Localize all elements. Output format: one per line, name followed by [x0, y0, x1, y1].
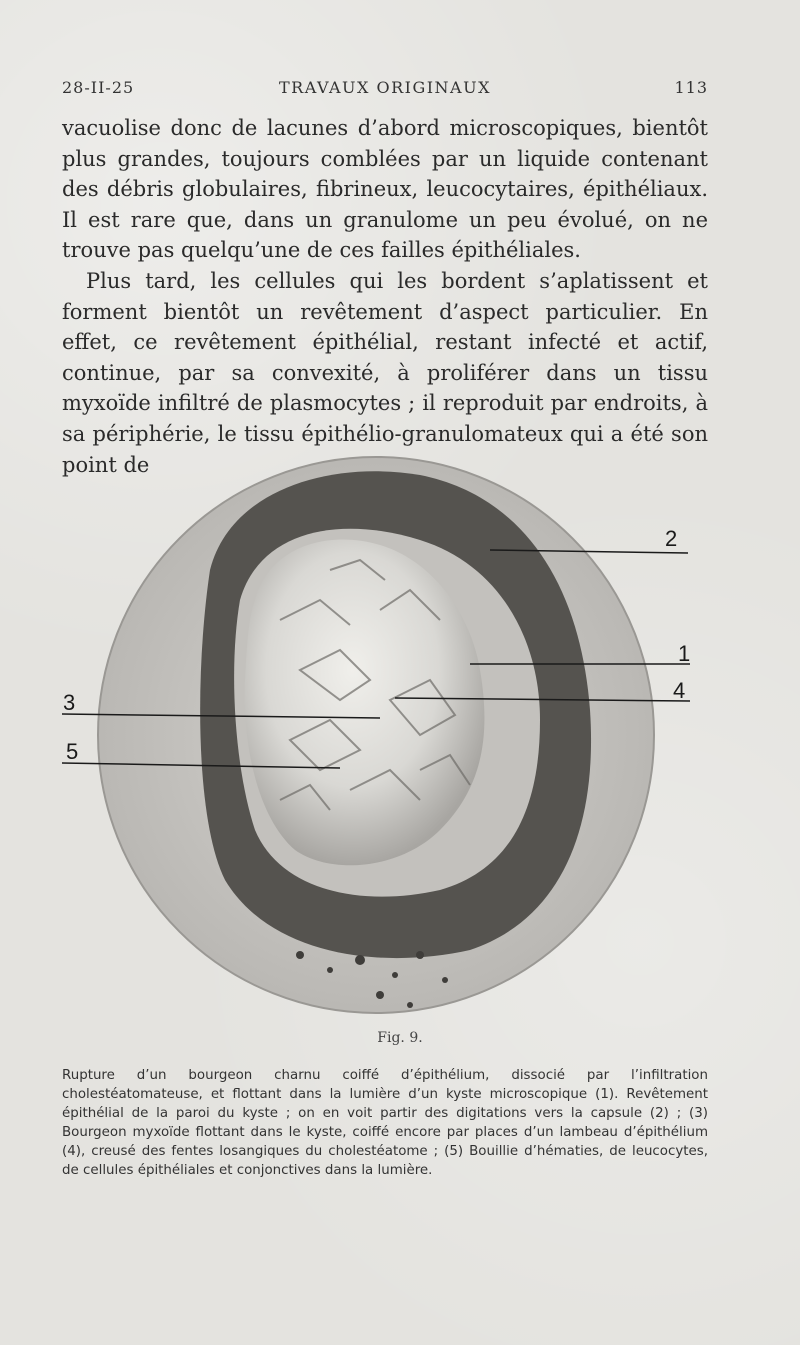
figure-marker-4: 4 [673, 678, 686, 703]
figure-caption: Rupture d’un bourgeon charnu coiffé d’épithélium, dissocié par l’infiltration cholestéatomateuse, et flottant dans la lumière d’un kyste microscopique (1). Revêtement épithélial de la paroi du kyste ; on en voit partir des digitations vers la capsule (2) ; (3) Bourgeon myxoïde flottant dans le kyste, coiffé encore par places d’un lambeau d’épithélium (4), creusé des fentes losangiques du cholestéatome ; (5) Bouillie d’hématies, de leucocytes, de cellules épithéliales et conjonctives dans la lumière. [62, 1068, 708, 1178]
header-title: TRAVAUX ORIGINAUX [279, 78, 491, 97]
figure-marker-5: 5 [66, 739, 79, 764]
figure-marker-3: 3 [63, 690, 76, 715]
figure-marker-1: 1 [678, 641, 691, 666]
header-date: 28-II-25 [62, 78, 135, 97]
figure-9 [0, 450, 800, 1030]
body-text [62, 113, 708, 480]
figure-label: Fig. 9. [377, 1030, 423, 1046]
running-header [62, 78, 708, 104]
figure-marker-2: 2 [665, 526, 678, 551]
micrograph-figure [0, 450, 800, 1030]
page-number: 113 [674, 78, 708, 97]
paragraph-2: Plus tard, les cellules qui les bordent s’aplatissent et forment bientôt un revêtement d’aspect particulier. En effet, ce revêtement épithélial, restant infecté et actif, continue, par sa convexité, à proliférer dans un tissu myxoïde infiltré de plasmocytes ; il reproduit par endroits, à sa périphérie, le tissu épithélio-granulomateux qui a été son point de [62, 268, 708, 477]
paragraph-1: vacuolise donc de lacunes d’abord microscopiques, bientôt plus grandes, toujours comblées par un liquide contenant des débris globulaires, fibrineux, leucocytaires, épithéliaux. Il est rare que, dans un granulome un peu évolué, on ne trouve pas quelqu’une de ces failles épithéliales. [62, 116, 708, 263]
